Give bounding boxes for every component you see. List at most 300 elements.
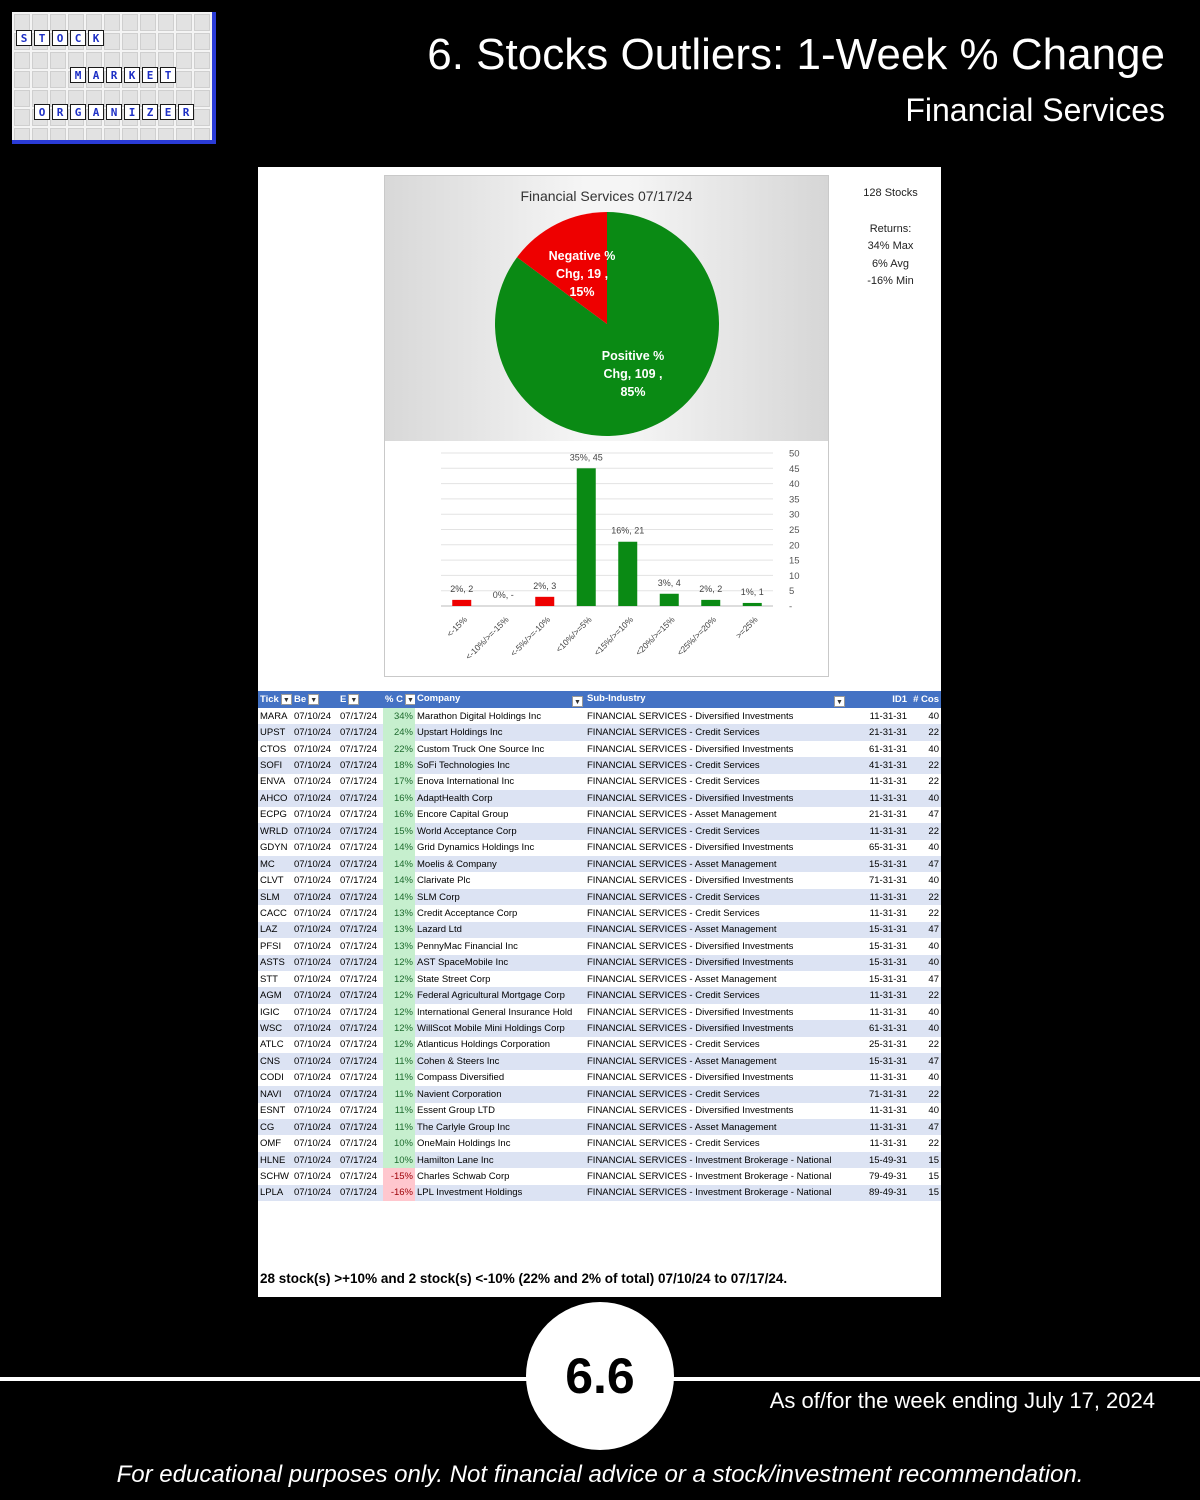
logo-word-market [70, 67, 176, 83]
table-cell: 22 [909, 1037, 941, 1053]
table-cell: CNS [258, 1053, 292, 1069]
table-row[interactable] [258, 708, 941, 724]
table-cell: IGIC [258, 1004, 292, 1020]
table-row[interactable] [258, 856, 941, 872]
table-cell: 40 [909, 1020, 941, 1036]
table-cell: 07/10/24 [292, 1185, 338, 1201]
table-cell: CACC [258, 905, 292, 921]
table-cell: 25-31-31 [847, 1037, 909, 1053]
table-cell: SLM Corp [415, 889, 585, 905]
table-cell: CODI [258, 1070, 292, 1086]
table-row[interactable] [258, 1086, 941, 1102]
table-row[interactable] [258, 872, 941, 888]
bar-data-label: 2%, 2 [699, 583, 723, 594]
logo-letter: T [34, 30, 50, 46]
stats-box [843, 185, 938, 291]
table-cell: AST SpaceMobile Inc [415, 955, 585, 971]
table-cell: 18% [383, 757, 415, 773]
table-cell: 11% [383, 1103, 415, 1119]
bar-y-tick-label: 45 [789, 463, 800, 475]
table-cell: AdaptHealth Corp [415, 790, 585, 806]
bar-7 [743, 603, 762, 606]
logo-grid-cell [158, 128, 174, 144]
table-cell: UPST [258, 724, 292, 740]
table-cell: 07/10/24 [292, 741, 338, 757]
table-cell: 07/17/24 [338, 1086, 383, 1102]
table-cell: 10% [383, 1135, 415, 1151]
table-cell: 07/17/24 [338, 938, 383, 954]
table-row[interactable] [258, 1037, 941, 1053]
table-row[interactable] [258, 1053, 941, 1069]
table-cell: FINANCIAL SERVICES - Diversified Investments [585, 1004, 847, 1020]
logo-grid-cell [14, 14, 30, 31]
filter-dropdown-icon[interactable]: ▼ [348, 694, 359, 705]
table-cell: Atlanticus Holdings Corporation [415, 1037, 585, 1053]
logo-grid-cell [194, 52, 210, 69]
table-cell: 07/10/24 [292, 1037, 338, 1053]
table-cell: 11-31-31 [847, 790, 909, 806]
table-cell: 07/10/24 [292, 971, 338, 987]
column-header-label: ID1 [892, 694, 907, 705]
table-cell: 07/10/24 [292, 708, 338, 724]
table-cell: 12% [383, 1037, 415, 1053]
table-cell: -15% [383, 1168, 415, 1184]
table-cell: 07/17/24 [338, 922, 383, 938]
logo-grid-cell [14, 90, 30, 107]
table-cell: Charles Schwab Corp [415, 1168, 585, 1184]
table-cell: 15-31-31 [847, 938, 909, 954]
logo-letter: C [70, 30, 86, 46]
table-cell: ATLC [258, 1037, 292, 1053]
table-cell: 40 [909, 872, 941, 888]
table-cell: 07/17/24 [338, 1103, 383, 1119]
table-cell: FINANCIAL SERVICES - Asset Management [585, 922, 847, 938]
table-row[interactable] [258, 1152, 941, 1168]
page-title: 6. Stocks Outliers: 1-Week % Change [427, 30, 1165, 79]
column-header-label: % C [385, 694, 403, 705]
table-cell: MC [258, 856, 292, 872]
logo-letter: R [106, 67, 122, 83]
logo-grid-cell [194, 128, 210, 144]
logo-grid-cell [104, 128, 120, 144]
logo-grid-cell [176, 128, 192, 144]
pie-label-negative-line: Negative % [548, 249, 616, 263]
filter-dropdown-icon[interactable]: ▼ [308, 694, 319, 705]
table-cell: 07/10/24 [292, 938, 338, 954]
table-cell: FINANCIAL SERVICES - Diversified Investments [585, 1070, 847, 1086]
table-cell: International General Insurance Hold [415, 1004, 585, 1020]
outliers-table [258, 691, 941, 1201]
table-cell: 40 [909, 790, 941, 806]
table-cell: 40 [909, 741, 941, 757]
pie-label-positive-line: Chg, 109 , [603, 367, 663, 381]
table-cell: -16% [383, 1185, 415, 1201]
bar-x-tick-label: <10%/>=5% [553, 614, 594, 655]
table-cell: SOFI [258, 757, 292, 773]
table-cell: CLVT [258, 872, 292, 888]
table-cell: FINANCIAL SERVICES - Credit Services [585, 724, 847, 740]
table-cell: 07/17/24 [338, 1053, 383, 1069]
column-header[interactable] [383, 691, 415, 708]
table-cell: FINANCIAL SERVICES - Diversified Investments [585, 708, 847, 724]
table-cell: FINANCIAL SERVICES - Diversified Investments [585, 1020, 847, 1036]
table-cell: 14% [383, 856, 415, 872]
table-cell: 11% [383, 1053, 415, 1069]
column-header[interactable] [258, 691, 292, 708]
bar-x-tick-label: <-5%/>=-10% [508, 614, 553, 659]
table-cell: 22 [909, 1086, 941, 1102]
logo-grid-cell [176, 71, 192, 88]
logo-grid-cell [158, 33, 174, 50]
pie-chart-area [385, 176, 828, 441]
filter-dropdown-icon[interactable]: ▼ [834, 696, 845, 707]
logo-grid-cell [50, 14, 66, 31]
stock-count: 128 Stocks [863, 187, 918, 199]
column-header[interactable] [847, 691, 909, 708]
table-cell: Grid Dynamics Holdings Inc [415, 840, 585, 856]
table-cell: 07/17/24 [338, 1119, 383, 1135]
logo-grid-cell [68, 14, 84, 31]
column-header[interactable] [909, 691, 941, 708]
table-cell: 15-31-31 [847, 922, 909, 938]
logo-letter: O [34, 104, 50, 120]
table-cell: FINANCIAL SERVICES - Diversified Investments [585, 872, 847, 888]
logo-grid-cell [140, 33, 156, 50]
table-cell: Compass Diversified [415, 1070, 585, 1086]
logo-grid-cell [14, 109, 30, 126]
table-cell: 11-31-31 [847, 1135, 909, 1151]
table-cell: 07/17/24 [338, 757, 383, 773]
table-cell: 40 [909, 938, 941, 954]
chart-container[interactable] [384, 175, 829, 677]
table-row[interactable] [258, 1004, 941, 1020]
table-cell: 07/10/24 [292, 1004, 338, 1020]
table-cell: 07/10/24 [292, 955, 338, 971]
table-cell: 15-49-31 [847, 1152, 909, 1168]
table-cell: 12% [383, 1004, 415, 1020]
table-cell: 07/10/24 [292, 774, 338, 790]
table-cell: 07/17/24 [338, 840, 383, 856]
table-trailing-row [258, 1231, 941, 1251]
table-cell: 07/10/24 [292, 905, 338, 921]
table-cell: FINANCIAL SERVICES - Diversified Investments [585, 1103, 847, 1119]
bar-y-tick-label: 10 [789, 570, 800, 582]
table-row[interactable] [258, 955, 941, 971]
table-row[interactable] [258, 1168, 941, 1184]
table-cell: 22 [909, 823, 941, 839]
table-cell: SoFi Technologies Inc [415, 757, 585, 773]
logo-grid-cell [50, 128, 66, 144]
table-row[interactable] [258, 938, 941, 954]
table-cell: 07/10/24 [292, 1053, 338, 1069]
logo-letter: E [160, 104, 176, 120]
table-cell: NAVI [258, 1086, 292, 1102]
table-cell: 47 [909, 807, 941, 823]
table-cell: 07/10/24 [292, 807, 338, 823]
table-cell: 07/10/24 [292, 840, 338, 856]
logo-grid-cell [14, 71, 30, 88]
table-cell: 07/10/24 [292, 1103, 338, 1119]
bar-data-label: 35%, 45 [569, 452, 603, 463]
table-cell: Essent Group LTD [415, 1103, 585, 1119]
bar-4 [618, 542, 637, 606]
table-cell: 07/10/24 [292, 1070, 338, 1086]
table-cell: WillScot Mobile Mini Holdings Corp [415, 1020, 585, 1036]
table-cell: FINANCIAL SERVICES - Asset Management [585, 971, 847, 987]
table-row[interactable] [258, 790, 941, 806]
table-header-row [258, 691, 941, 708]
table-cell: HLNE [258, 1152, 292, 1168]
bar-x-tick-label: <-10%/>=-15% [463, 614, 511, 662]
table-cell: 21-31-31 [847, 724, 909, 740]
table-cell: 71-31-31 [847, 1086, 909, 1102]
pie-label-negative-line: Chg, 19 , [555, 267, 609, 281]
table-cell: FINANCIAL SERVICES - Asset Management [585, 807, 847, 823]
table-cell: Credit Acceptance Corp [415, 905, 585, 921]
table-row[interactable] [258, 1119, 941, 1135]
table-cell: State Street Corp [415, 971, 585, 987]
table-cell: PFSI [258, 938, 292, 954]
table-row[interactable] [258, 905, 941, 921]
table-cell: FINANCIAL SERVICES - Credit Services [585, 823, 847, 839]
table-cell: FINANCIAL SERVICES - Credit Services [585, 987, 847, 1003]
table-cell: LPLA [258, 1185, 292, 1201]
bar-6 [701, 600, 720, 606]
logo-letter: R [178, 104, 194, 120]
table-cell: 07/10/24 [292, 823, 338, 839]
table-cell: 14% [383, 872, 415, 888]
table-row[interactable] [258, 1103, 941, 1119]
table-cell: Marathon Digital Holdings Inc [415, 708, 585, 724]
table-cell: ENVA [258, 774, 292, 790]
bar-data-label: 16%, 21 [611, 525, 645, 536]
table-cell: 89-49-31 [847, 1185, 909, 1201]
table-row[interactable] [258, 1135, 941, 1151]
table-cell: LPL Investment Holdings [415, 1185, 585, 1201]
table-cell: 07/10/24 [292, 757, 338, 773]
table-row[interactable] [258, 1020, 941, 1036]
table-cell: 41-31-31 [847, 757, 909, 773]
logo-grid-cell [158, 14, 174, 31]
table-cell: 47 [909, 856, 941, 872]
table-cell: OneMain Holdings Inc [415, 1135, 585, 1151]
table-cell: PennyMac Financial Inc [415, 938, 585, 954]
table-cell: Upstart Holdings Inc [415, 724, 585, 740]
table-cell: 47 [909, 1119, 941, 1135]
logo-word-organizer [34, 104, 194, 120]
column-header[interactable] [338, 691, 383, 708]
table-cell: 15-31-31 [847, 955, 909, 971]
table-cell: 14% [383, 840, 415, 856]
table-cell: 22 [909, 905, 941, 921]
pie-chart-title: Financial Services 07/17/24 [520, 188, 693, 204]
table-cell: 15-31-31 [847, 971, 909, 987]
table-cell: The Carlyle Group Inc [415, 1119, 585, 1135]
table-cell: FINANCIAL SERVICES - Credit Services [585, 774, 847, 790]
logo-grid-cell [86, 14, 102, 31]
table-cell: OMF [258, 1135, 292, 1151]
as-of-date: As of/for the week ending July 17, 2024 [769, 1388, 1155, 1413]
table-cell: 07/17/24 [338, 774, 383, 790]
table-cell: 07/17/24 [338, 905, 383, 921]
table-cell: MARA [258, 708, 292, 724]
logo-grid-cell [140, 128, 156, 144]
table-cell: 07/10/24 [292, 889, 338, 905]
logo-grid-cell [50, 52, 66, 69]
table-cell: 61-31-31 [847, 741, 909, 757]
table-row[interactable] [258, 724, 941, 740]
logo-letter: O [52, 30, 68, 46]
bar-x-tick-label: <-15% [444, 614, 470, 639]
column-header[interactable] [585, 691, 847, 708]
table-cell: 07/10/24 [292, 1135, 338, 1151]
table-cell: FINANCIAL SERVICES - Asset Management [585, 856, 847, 872]
table-cell: 22% [383, 741, 415, 757]
table-cell: 71-31-31 [847, 872, 909, 888]
table-row[interactable] [258, 774, 941, 790]
table-cell: 79-49-31 [847, 1168, 909, 1184]
table-cell: 11% [383, 1070, 415, 1086]
bar-data-label: 2%, 3 [533, 580, 557, 591]
bar-y-tick-label: - [789, 601, 793, 613]
table-cell: CG [258, 1119, 292, 1135]
logo-grid-cell [14, 128, 30, 144]
table-row[interactable] [258, 971, 941, 987]
column-header-label: Tick [260, 694, 279, 705]
table-cell: 13% [383, 922, 415, 938]
table-cell: 40 [909, 1103, 941, 1119]
logo-grid-cell [194, 33, 210, 50]
table-row[interactable] [258, 1070, 941, 1086]
logo-grid-cell [194, 14, 210, 31]
table-cell: 07/17/24 [338, 823, 383, 839]
table-cell: FINANCIAL SERVICES - Asset Management [585, 1119, 847, 1135]
table-cell: 07/17/24 [338, 889, 383, 905]
table-row[interactable] [258, 1185, 941, 1201]
table-cell: 22 [909, 889, 941, 905]
table-cell: 07/10/24 [292, 856, 338, 872]
logo-letter: Z [142, 104, 158, 120]
table-cell: 07/17/24 [338, 1004, 383, 1020]
logo-grid-cell [32, 71, 48, 88]
table-cell: 40 [909, 955, 941, 971]
logo-letter: N [106, 104, 122, 120]
logo-letter: R [52, 104, 68, 120]
pie-chart [385, 176, 828, 441]
table-cell: FINANCIAL SERVICES - Diversified Investments [585, 955, 847, 971]
table-cell: 07/17/24 [338, 724, 383, 740]
logo-letter: K [88, 30, 104, 46]
filter-dropdown-icon[interactable]: ▼ [572, 696, 583, 707]
table-row[interactable] [258, 987, 941, 1003]
logo-grid-cell [176, 14, 192, 31]
table-cell: ASTS [258, 955, 292, 971]
column-header[interactable] [292, 691, 338, 708]
table-cell: Navient Corporation [415, 1086, 585, 1102]
table-cell: AHCO [258, 790, 292, 806]
table-row[interactable] [258, 807, 941, 823]
table-cell: STT [258, 971, 292, 987]
table-cell: 15-31-31 [847, 856, 909, 872]
pie-label-negative-line: 15% [569, 285, 595, 299]
column-header[interactable] [415, 691, 585, 708]
table-cell: 07/17/24 [338, 856, 383, 872]
table-cell: 07/10/24 [292, 1086, 338, 1102]
table-cell: FINANCIAL SERVICES - Diversified Investments [585, 938, 847, 954]
table-row[interactable] [258, 741, 941, 757]
table-cell: 40 [909, 1070, 941, 1086]
table-cell: 47 [909, 922, 941, 938]
table-cell: WRLD [258, 823, 292, 839]
table-cell: FINANCIAL SERVICES - Diversified Investments [585, 741, 847, 757]
table-cell: 47 [909, 971, 941, 987]
table-cell: 07/10/24 [292, 987, 338, 1003]
table-cell: Hamilton Lane Inc [415, 1152, 585, 1168]
table-cell: 16% [383, 807, 415, 823]
table-cell: ECPG [258, 807, 292, 823]
table-row[interactable] [258, 889, 941, 905]
table-cell: GDYN [258, 840, 292, 856]
bar-y-tick-label: 5 [789, 586, 795, 598]
logo-letter: M [70, 67, 86, 83]
table-cell: CTOS [258, 741, 292, 757]
column-header-label: Company [417, 692, 461, 704]
table-cell: 11-31-31 [847, 987, 909, 1003]
table-cell: 07/17/24 [338, 872, 383, 888]
column-header-label: Be [294, 694, 307, 705]
table-cell: 11-31-31 [847, 1103, 909, 1119]
logo-letter: I [124, 104, 140, 120]
table-cell: 07/10/24 [292, 1152, 338, 1168]
summary-text: 28 stock(s) >+10% and 2 stock(s) <-10% (22% and 2% of total) 07/10/24 to 07/17/24. [260, 1271, 788, 1286]
table-cell: World Acceptance Corp [415, 823, 585, 839]
filter-dropdown-icon[interactable]: ▼ [405, 694, 415, 705]
table-cell: FINANCIAL SERVICES - Credit Services [585, 1086, 847, 1102]
logo-grid-cell [194, 109, 210, 126]
table-cell: 12% [383, 987, 415, 1003]
table-row[interactable] [258, 840, 941, 856]
table-cell: 07/17/24 [338, 1037, 383, 1053]
table-cell: 11% [383, 1119, 415, 1135]
logo-grid-cell [68, 128, 84, 144]
logo-letter: E [142, 67, 158, 83]
column-header-label: # Cos [913, 694, 939, 705]
table-cell: Custom Truck One Source Inc [415, 741, 585, 757]
logo-grid-cell [122, 128, 138, 144]
table-cell: 24% [383, 724, 415, 740]
page-number: 6.6 [565, 1348, 635, 1404]
table-cell: 07/10/24 [292, 790, 338, 806]
table-row[interactable] [258, 757, 941, 773]
table-cell: 40 [909, 708, 941, 724]
filter-dropdown-icon[interactable]: ▼ [281, 694, 292, 705]
table-cell: FINANCIAL SERVICES - Credit Services [585, 757, 847, 773]
table-cell: 07/17/24 [338, 1152, 383, 1168]
table-cell: LAZ [258, 922, 292, 938]
logo-grid-cell [194, 90, 210, 107]
table-cell: FINANCIAL SERVICES - Credit Services [585, 1037, 847, 1053]
table-cell: 07/10/24 [292, 724, 338, 740]
bar-data-label: 3%, 4 [657, 577, 681, 588]
column-header-label: Sub-Industry [587, 692, 646, 704]
bar-3 [577, 468, 596, 606]
table-cell: ESNT [258, 1103, 292, 1119]
table-row[interactable] [258, 922, 941, 938]
table-cell: FINANCIAL SERVICES - Diversified Investments [585, 790, 847, 806]
table-cell: 34% [383, 708, 415, 724]
table-row[interactable] [258, 823, 941, 839]
table-cell: 15 [909, 1185, 941, 1201]
